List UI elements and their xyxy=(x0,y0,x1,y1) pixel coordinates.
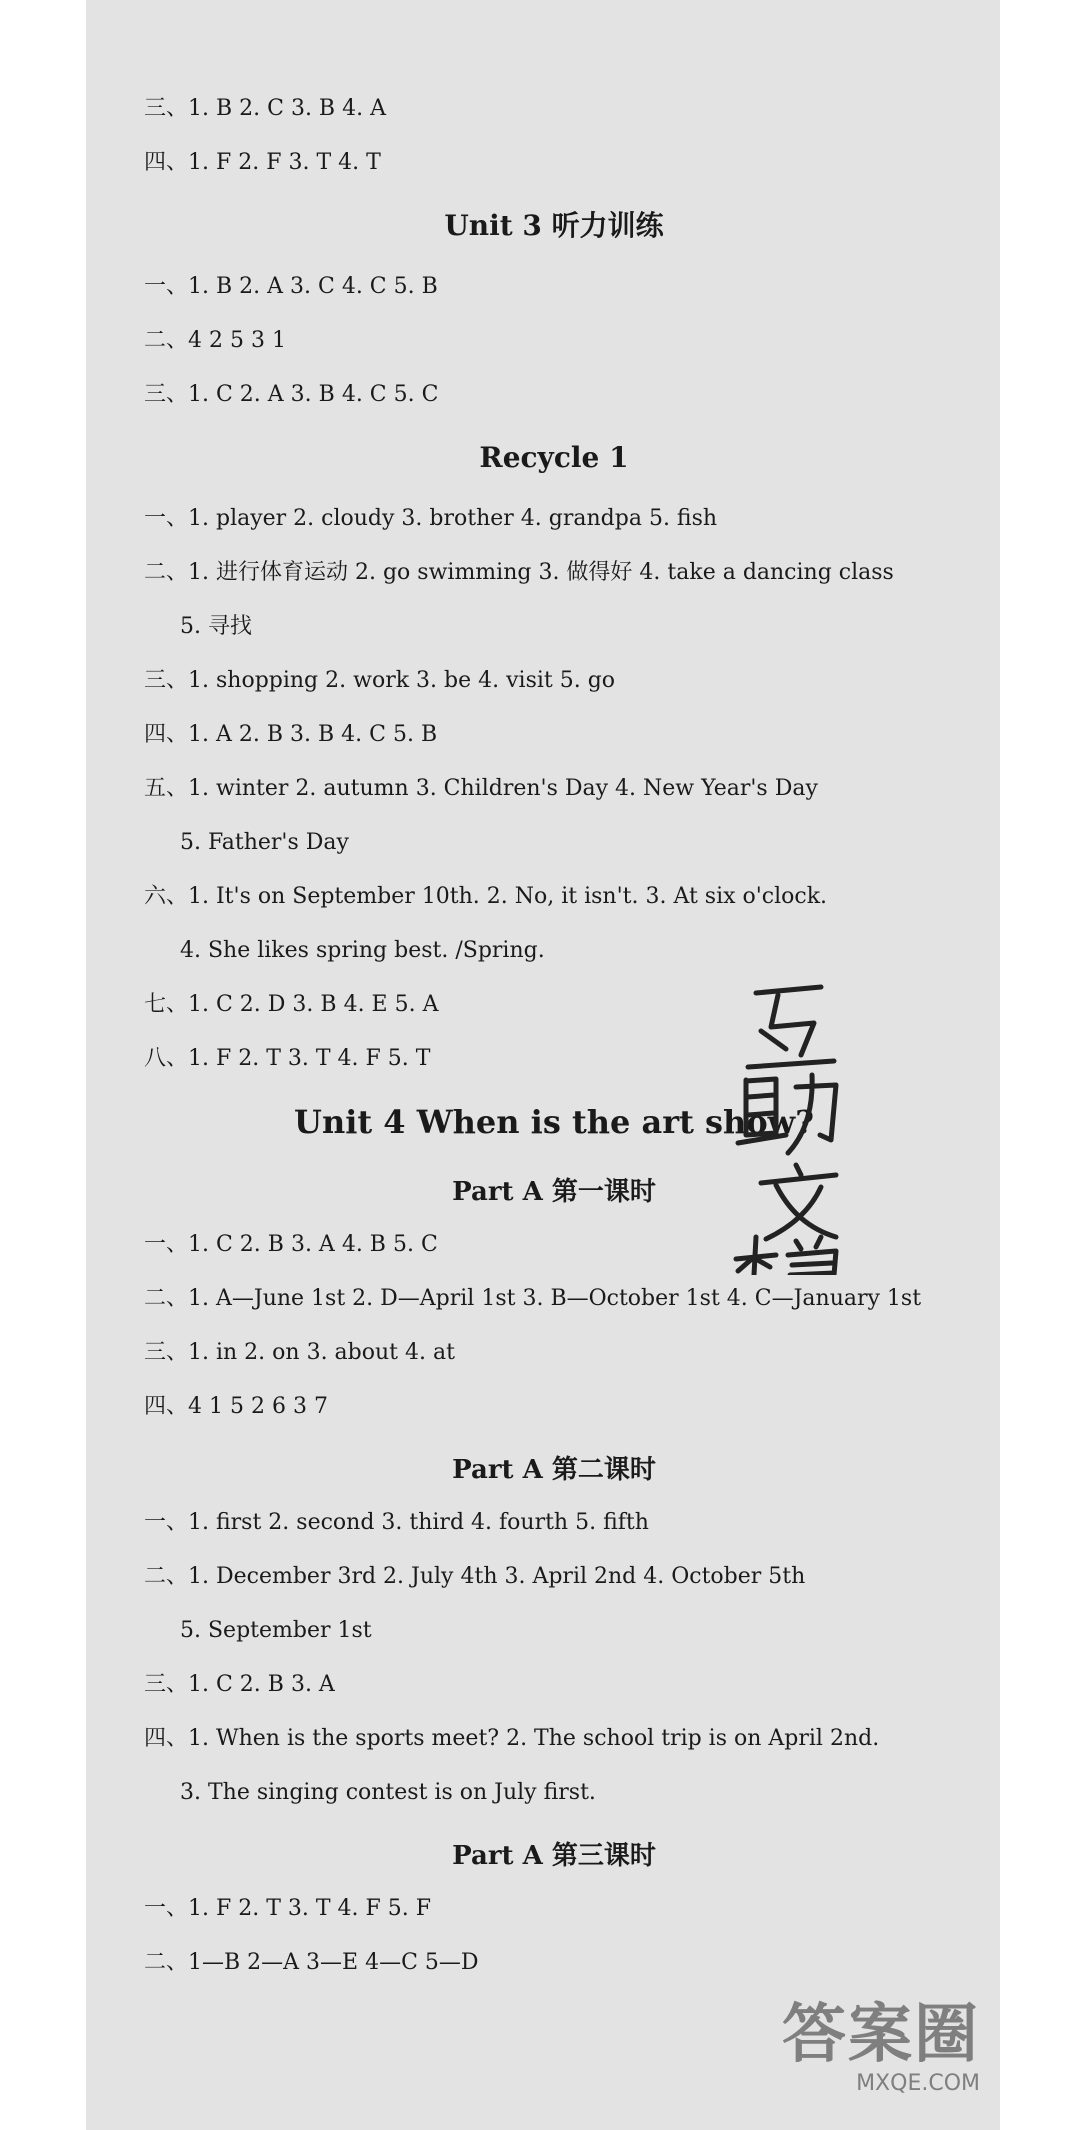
answer-line-continued: 5. Father's Day xyxy=(180,830,349,855)
answer-page xyxy=(86,0,1000,2130)
part-heading: Part A 第一课时 xyxy=(452,1177,656,1207)
answer-line: 三、1. C 2. A 3. B 4. C 5. C xyxy=(144,382,439,407)
answer-line-continued: 4. She likes spring best. /Spring. xyxy=(180,938,545,963)
handwritten-stamp xyxy=(726,975,876,1275)
answer-line: 二、1—B 2—A 3—E 4—C 5—D xyxy=(144,1950,479,1975)
watermark-logo: 答案圈 xyxy=(782,1998,980,2072)
answer-line: 一、1. C 2. B 3. A 4. B 5. C xyxy=(144,1232,438,1257)
answer-line: 二、1. A—June 1st 2. D—April 1st 3. B—October 1st 4. C—January 1st xyxy=(144,1286,922,1311)
watermark xyxy=(780,2000,980,2110)
answer-line: 一、1. F 2. T 3. T 4. F 5. F xyxy=(144,1896,432,1921)
part-heading: Part A 第三课时 xyxy=(452,1841,656,1871)
unit-heading: Unit 4 When is the art show? xyxy=(294,1103,814,1141)
answer-line: 六、1. It's on September 10th. 2. No, it isn't. 3. At six o'clock. xyxy=(144,884,828,909)
answer-line-continued: 3. The singing contest is on July first. xyxy=(180,1780,596,1805)
answer-line: 三、1. C 2. B 3. A xyxy=(144,1672,335,1697)
answer-line: 三、1. in 2. on 3. about 4. at xyxy=(144,1340,455,1365)
answer-line: 四、1. A 2. B 3. B 4. C 5. B xyxy=(144,722,438,747)
answer-line: 一、1. B 2. A 3. C 4. C 5. B xyxy=(144,274,438,299)
left-margin xyxy=(0,0,86,2130)
answer-line: 二、4 2 5 3 1 xyxy=(144,328,286,353)
answer-line: 二、1. December 3rd 2. July 4th 3. April 2nd 4. October 5th xyxy=(144,1564,806,1589)
answer-line: 四、1. F 2. F 3. T 4. T xyxy=(144,150,381,175)
answer-line: 八、1. F 2. T 3. T 4. F 5. T xyxy=(144,1046,431,1071)
answer-line: 一、1. player 2. cloudy 3. brother 4. grandpa 5. fish xyxy=(144,506,718,531)
answer-line: 五、1. winter 2. autumn 3. Children's Day 4. New Year's Day xyxy=(144,776,818,801)
answer-line: 三、1. B 2. C 3. B 4. A xyxy=(144,96,386,121)
section-heading: Recycle 1 xyxy=(479,441,629,474)
part-heading: Part A 第二课时 xyxy=(452,1455,656,1485)
answer-line-continued: 5. 寻找 xyxy=(180,614,252,639)
section-heading: Unit 3 听力训练 xyxy=(444,209,664,242)
watermark-site: MXQE.COM xyxy=(856,2071,980,2096)
answer-line: 一、1. first 2. second 3. third 4. fourth 5. fifth xyxy=(144,1510,649,1535)
right-margin xyxy=(1000,0,1080,2130)
answer-line: 四、1. When is the sports meet? 2. The school trip is on April 2nd. xyxy=(144,1726,880,1751)
answer-line: 四、4 1 5 2 6 3 7 xyxy=(144,1394,328,1419)
answer-line-continued: 5. September 1st xyxy=(180,1618,372,1643)
answer-line: 三、1. shopping 2. work 3. be 4. visit 5. go xyxy=(144,668,616,693)
answer-line: 七、1. C 2. D 3. B 4. E 5. A xyxy=(144,992,439,1017)
answer-line: 二、1. 进行体育运动 2. go swimming 3. 做得好 4. take a dancing class xyxy=(144,560,894,585)
